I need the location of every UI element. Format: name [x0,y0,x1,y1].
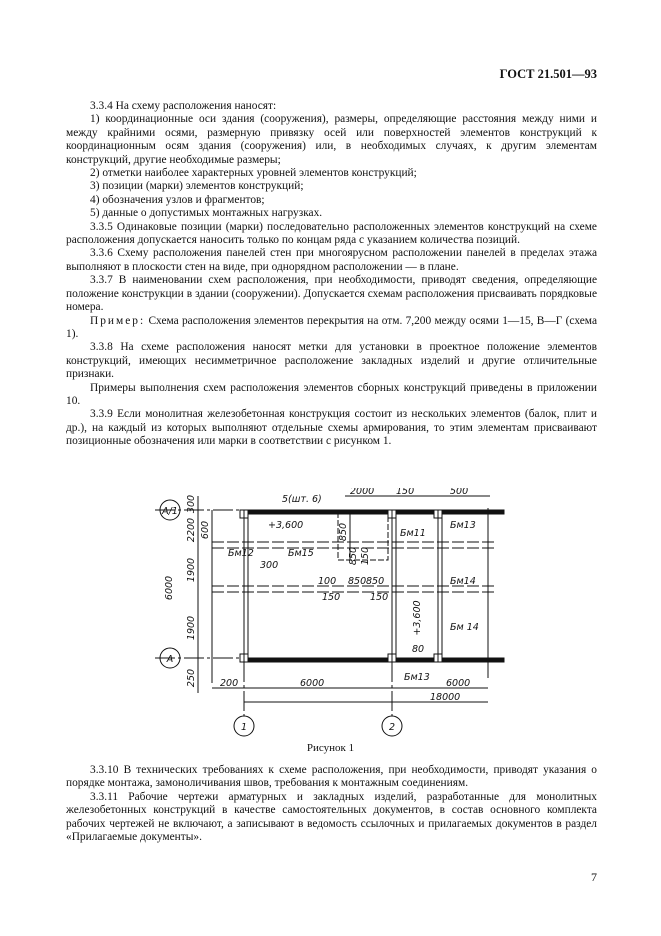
paragraph: 3.3.8 На схеме расположения наносят метки для установки в проектное положение элементов конструкций, имеющих несимметричное расположение закладных изделий и другие отличительные признаки. [66,341,597,381]
paragraph: 4) обозначения узлов и фрагментов; [90,193,265,206]
dim-80: 80 [412,644,425,655]
paragraph: 3.3.9 Если монолитная железобетонная конструкция состоит из нескольких элементов (балок, плит и др.), на каждый из которых выполняют отдельные схемы армирования, то этим элементам присваивают позиционные обозначения или марки в соответствии с рисунком 1. [66,408,597,448]
dim-100: 100 [318,576,337,587]
paragraph: 5) данные о допустимых монтажных нагрузках. [90,207,323,220]
example-label: Пример: [90,314,146,327]
paragraph: Примеры выполнения схем расположения элементов сборных конструкций приведены в приложении 10. [66,381,597,407]
paragraph: 3) позиции (марки) элементов конструкций; [90,180,304,193]
paragraph: 1) координационные оси здания (сооружения), размеры, определяющие расстояния между ними и между крайними осями, размерную привязку осей или поверхностей элементов конструкций к координационным осям здания (сооружения) или, в необходимых случаях, к другим элементам конструкций, другие необходимые размеры; [66,113,597,166]
axis-1-label: 1 [240,722,248,733]
dim-850-b: 850 [366,576,385,587]
dim-150-a: 150 [322,592,341,603]
paragraph: 3.3.4 На схему расположения наносят: [90,100,277,112]
paragraph: 3.3.6 Схему расположения панелей стен при многоярусном расположении панелей в пределах этажа выполняют в плоскости стен на виде, при однорядном расположении — в плане. [66,247,597,273]
top-beam [240,510,504,514]
label-bm15: Бм15 [288,548,314,559]
paragraph: 3.3.10 В технических требованиях к схеме расположения, при необходимости, приводят указания о порядке монтажа, замоноличивания швов, требования к монтажным соединениям. [66,764,597,790]
example-text: Схема расположения элементов перекрытия на отм. 7,200 между осями 1—15, В—Г (схема 1). [66,314,597,340]
label-bm12: Бм12 [228,548,254,559]
top-dim-1: 2000 [350,488,375,497]
label-bm14: Бм14 [450,576,476,587]
label-bm13b: Бм13 [404,672,430,683]
bottom-beam [240,658,504,662]
left-dim-4: 1900 [186,615,197,641]
level-left: +3,600 [268,520,304,531]
dim-300: 300 [260,560,279,571]
page-number: 7 [591,870,597,884]
label-bm14b: Бм 14 [450,622,479,633]
left-dim-2: 2200 [186,517,197,543]
top-dim-3: 500 [450,488,469,497]
top-dim-2: 150 [396,488,415,497]
dim-150-b: 150 [370,592,389,603]
paragraph: 3.3.11 Рабочие чертежи арматурных и закладных изделий, разработанные для монолитных железобетонных конструкций в качестве самостоятельных документов, в состав основного комплекта рабочих чертежей не включают, а записывают в ведомость ссылочных и прилагаемых документов в раздел «Прилагаемые документы». [66,790,597,844]
top-position-label: 5(шт. 6) [282,494,322,505]
left-dim-1: 300 [186,494,197,514]
body-text-top [66,100,597,449]
dim-850-a: 850 [348,576,367,587]
dim-850-v2: 850 [348,546,359,566]
bottom-dim-2: 6000 [300,678,325,689]
label-bm13: Бм13 [450,520,476,531]
bottom-total: 18000 [430,692,461,703]
label-bm11: Бм11 [400,528,426,539]
document-header: ГОСТ 21.501—93 [499,67,597,81]
bottom-dim-3: 6000 [446,678,471,689]
left-dim-5: 250 [186,668,197,688]
axis-2-label: 2 [388,722,396,733]
example-paragraph [66,315,597,342]
layout-scheme-drawing [150,488,518,740]
paragraph: 2) отметки наиболее характерных уровней элементов конструкций; [90,167,417,180]
left-inner: 600 [200,520,211,540]
figure-caption: Рисунок 1 [306,742,355,754]
left-dim-3: 1900 [186,557,197,583]
bottom-dim-1: 200 [220,678,239,689]
axis-A-label: А [166,654,174,665]
left-total: 6000 [164,575,175,601]
paragraph: 3.3.5 Одинаковые позиции (марки) последовательно расположенных элементов конструкций на схеме расположения допускается наносить только по концам ряда с указанием количества позиций. [66,220,597,247]
axis-A1-label: А/1 [162,506,178,517]
dim-850-v1: 850 [338,522,349,542]
dim-150-v: 150 [360,546,371,566]
paragraph: 3.3.7 В наименовании схем расположения, при необходимости, приводят сведения, определяющие положение конструкции в здании (сооружении). Допускается схемам расположения присваивать порядковые номера. [66,274,597,314]
body-text-bottom [66,764,597,844]
figure-1-schematic [150,488,518,740]
level-right: +3,600 [412,600,423,636]
